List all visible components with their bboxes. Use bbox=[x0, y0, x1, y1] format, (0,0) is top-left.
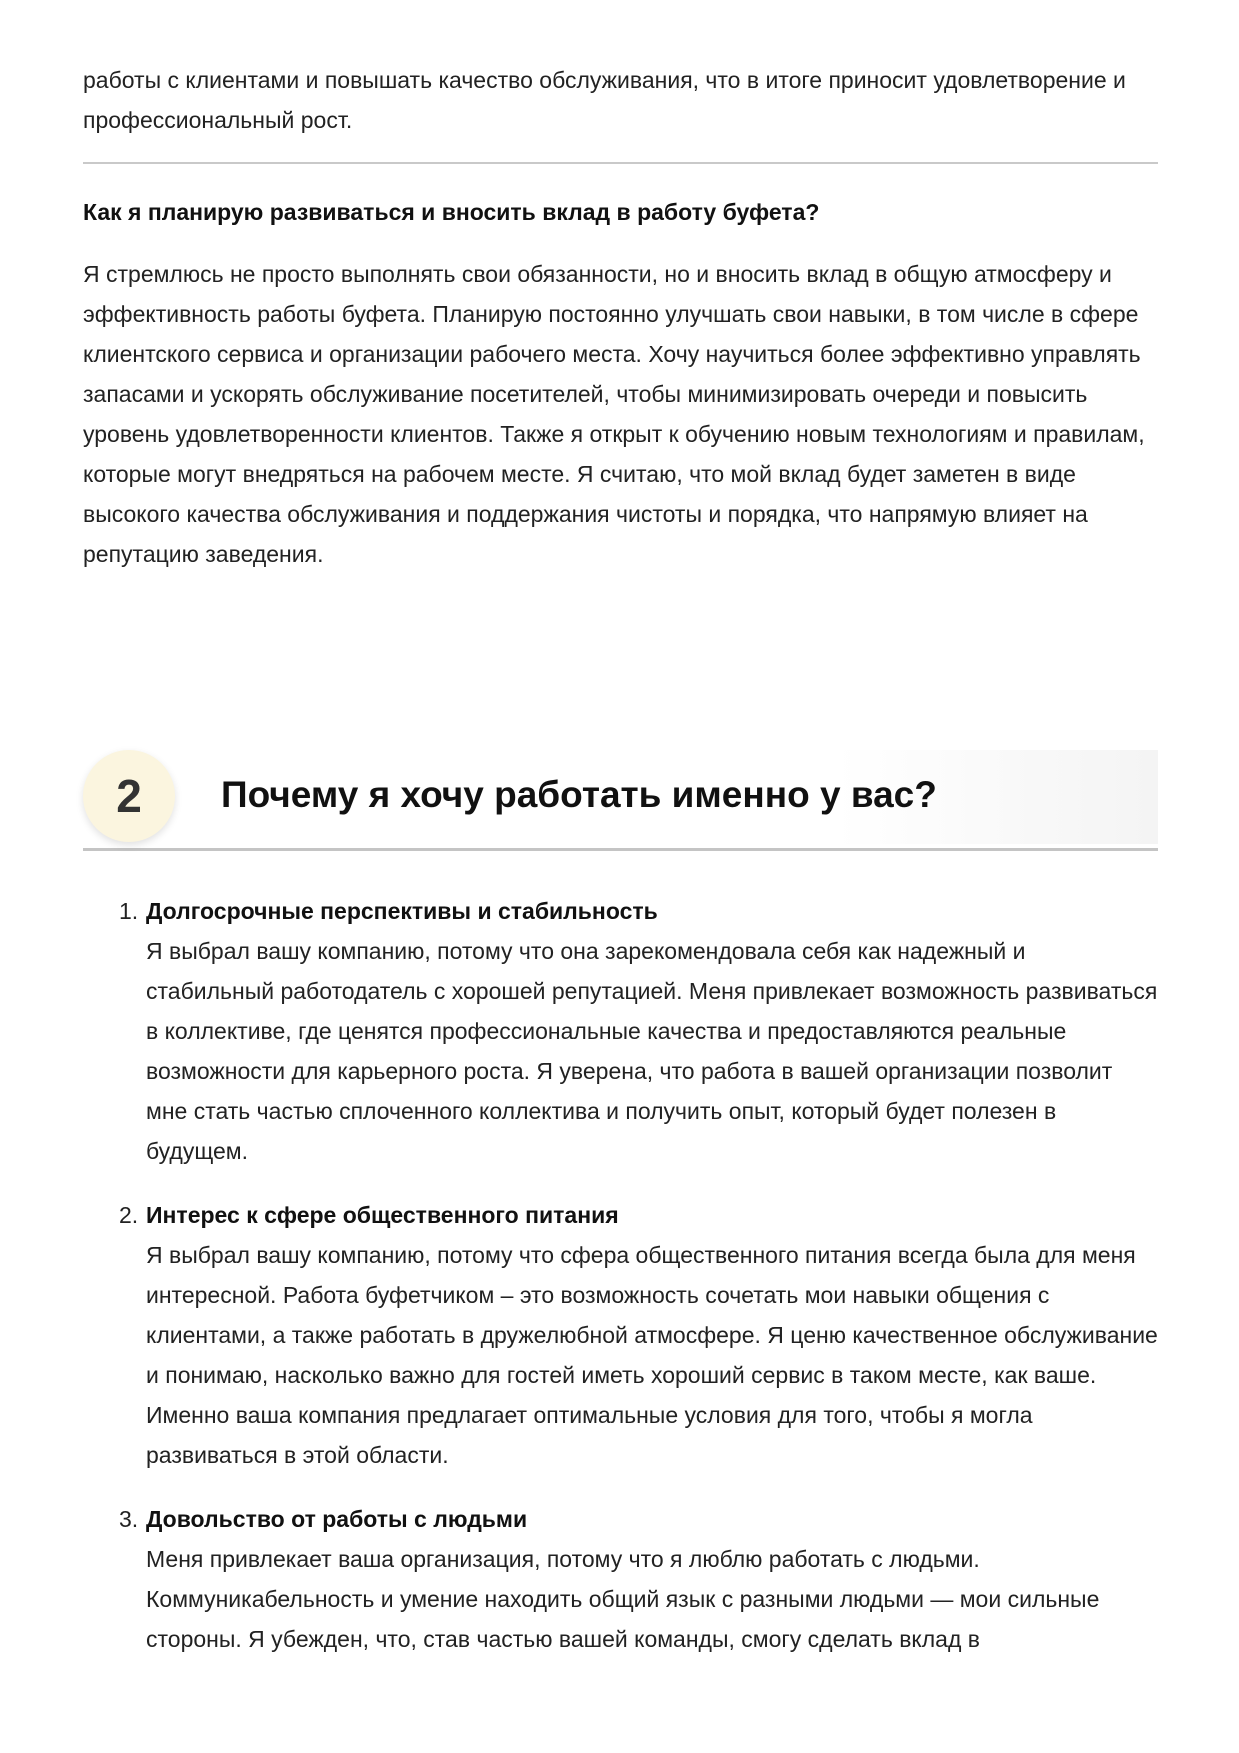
intro-paragraph: работы с клиентами и повышать качество обслуживания, что в итоге приносит удовлетворение и профессиональный рост. bbox=[83, 67, 1126, 133]
list-item-title: Довольство от работы с людьми bbox=[146, 1506, 528, 1532]
divider bbox=[83, 162, 1158, 164]
list-item-title: Долгосрочные перспективы и стабильность bbox=[146, 898, 658, 924]
list-item-text: Меня привлекает ваша организация, потому что я люблю работать с людьми. Коммуникабельность и умение находить общий язык с разными людьми — мои сильные стороны. Я убежден, что, став частью вашей команды, смогу сделать вклад в bbox=[146, 1546, 1100, 1652]
list-item-text: Я выбрал вашу компанию, потому что сфера общественного питания всегда была для меня интересной. Работа буфетчиком – это возможность сочетать мои навыки общения с клиентами, а также работать в дружелюбной атмосфере. Я ценю качественное обслуживание и понимаю, насколько важно для гостей иметь хороший сервис в таком месте, как ваше. Именно ваша компания предлагает оптимальные условия для того, чтобы я могла развиваться в этой области. bbox=[146, 1242, 1158, 1468]
list-item bbox=[83, 1195, 1158, 1475]
document-page bbox=[83, 0, 1158, 1683]
list-item-number: 2. bbox=[119, 1202, 139, 1228]
section-title: Почему я хочу работать именно у вас? bbox=[221, 774, 937, 815]
section-divider bbox=[83, 848, 1158, 851]
list-item-text: Я выбрал вашу компанию, потому что она зарекомендовала себя как надежный и стабильный работодатель с хорошей репутацией. Меня привлекает возможность развиваться в коллективе, где ценятся профессиональные качества и предоставляются реальные возможности для карьерного роста. Я уверена, что работа в вашей организации позволит мне стать частью сплоченного коллектива и получить опыт, который будет полезен в будущем. bbox=[146, 938, 1158, 1164]
contribution-heading: Как я планирую развиваться и вносить вклад в работу буфета? bbox=[83, 199, 820, 225]
section-header bbox=[83, 750, 1158, 844]
list-item bbox=[83, 1499, 1158, 1659]
contribution-paragraph: Я стремлюсь не просто выполнять свои обязанности, но и вносить вклад в общую атмосферу и эффективность работы буфета. Планирую постоянно улучшать свои навыки, в том числе в сфере клиентского сервиса и организации рабочего места. Хочу научиться более эффективно управлять запасами и ускорять обслуживание посетителей, чтобы минимизировать очереди и повысить уровень удовлетворенности клиентов. Также я открыт к обучению новым технологиям и правилам, которые могут внедряться на рабочем месте. Я считаю, что мой вклад будет заметен в виде высокого качества обслуживания и поддержания чистоты и порядка, что напрямую влияет на репутацию заведения. bbox=[83, 261, 1145, 567]
section-number-badge: 2 bbox=[83, 750, 175, 842]
reasons-list bbox=[83, 891, 1158, 1659]
list-item-number: 3. bbox=[119, 1506, 139, 1532]
list-item bbox=[83, 891, 1158, 1171]
list-item-title: Интерес к сфере общественного питания bbox=[146, 1202, 619, 1228]
list-item-number: 1. bbox=[119, 898, 139, 924]
